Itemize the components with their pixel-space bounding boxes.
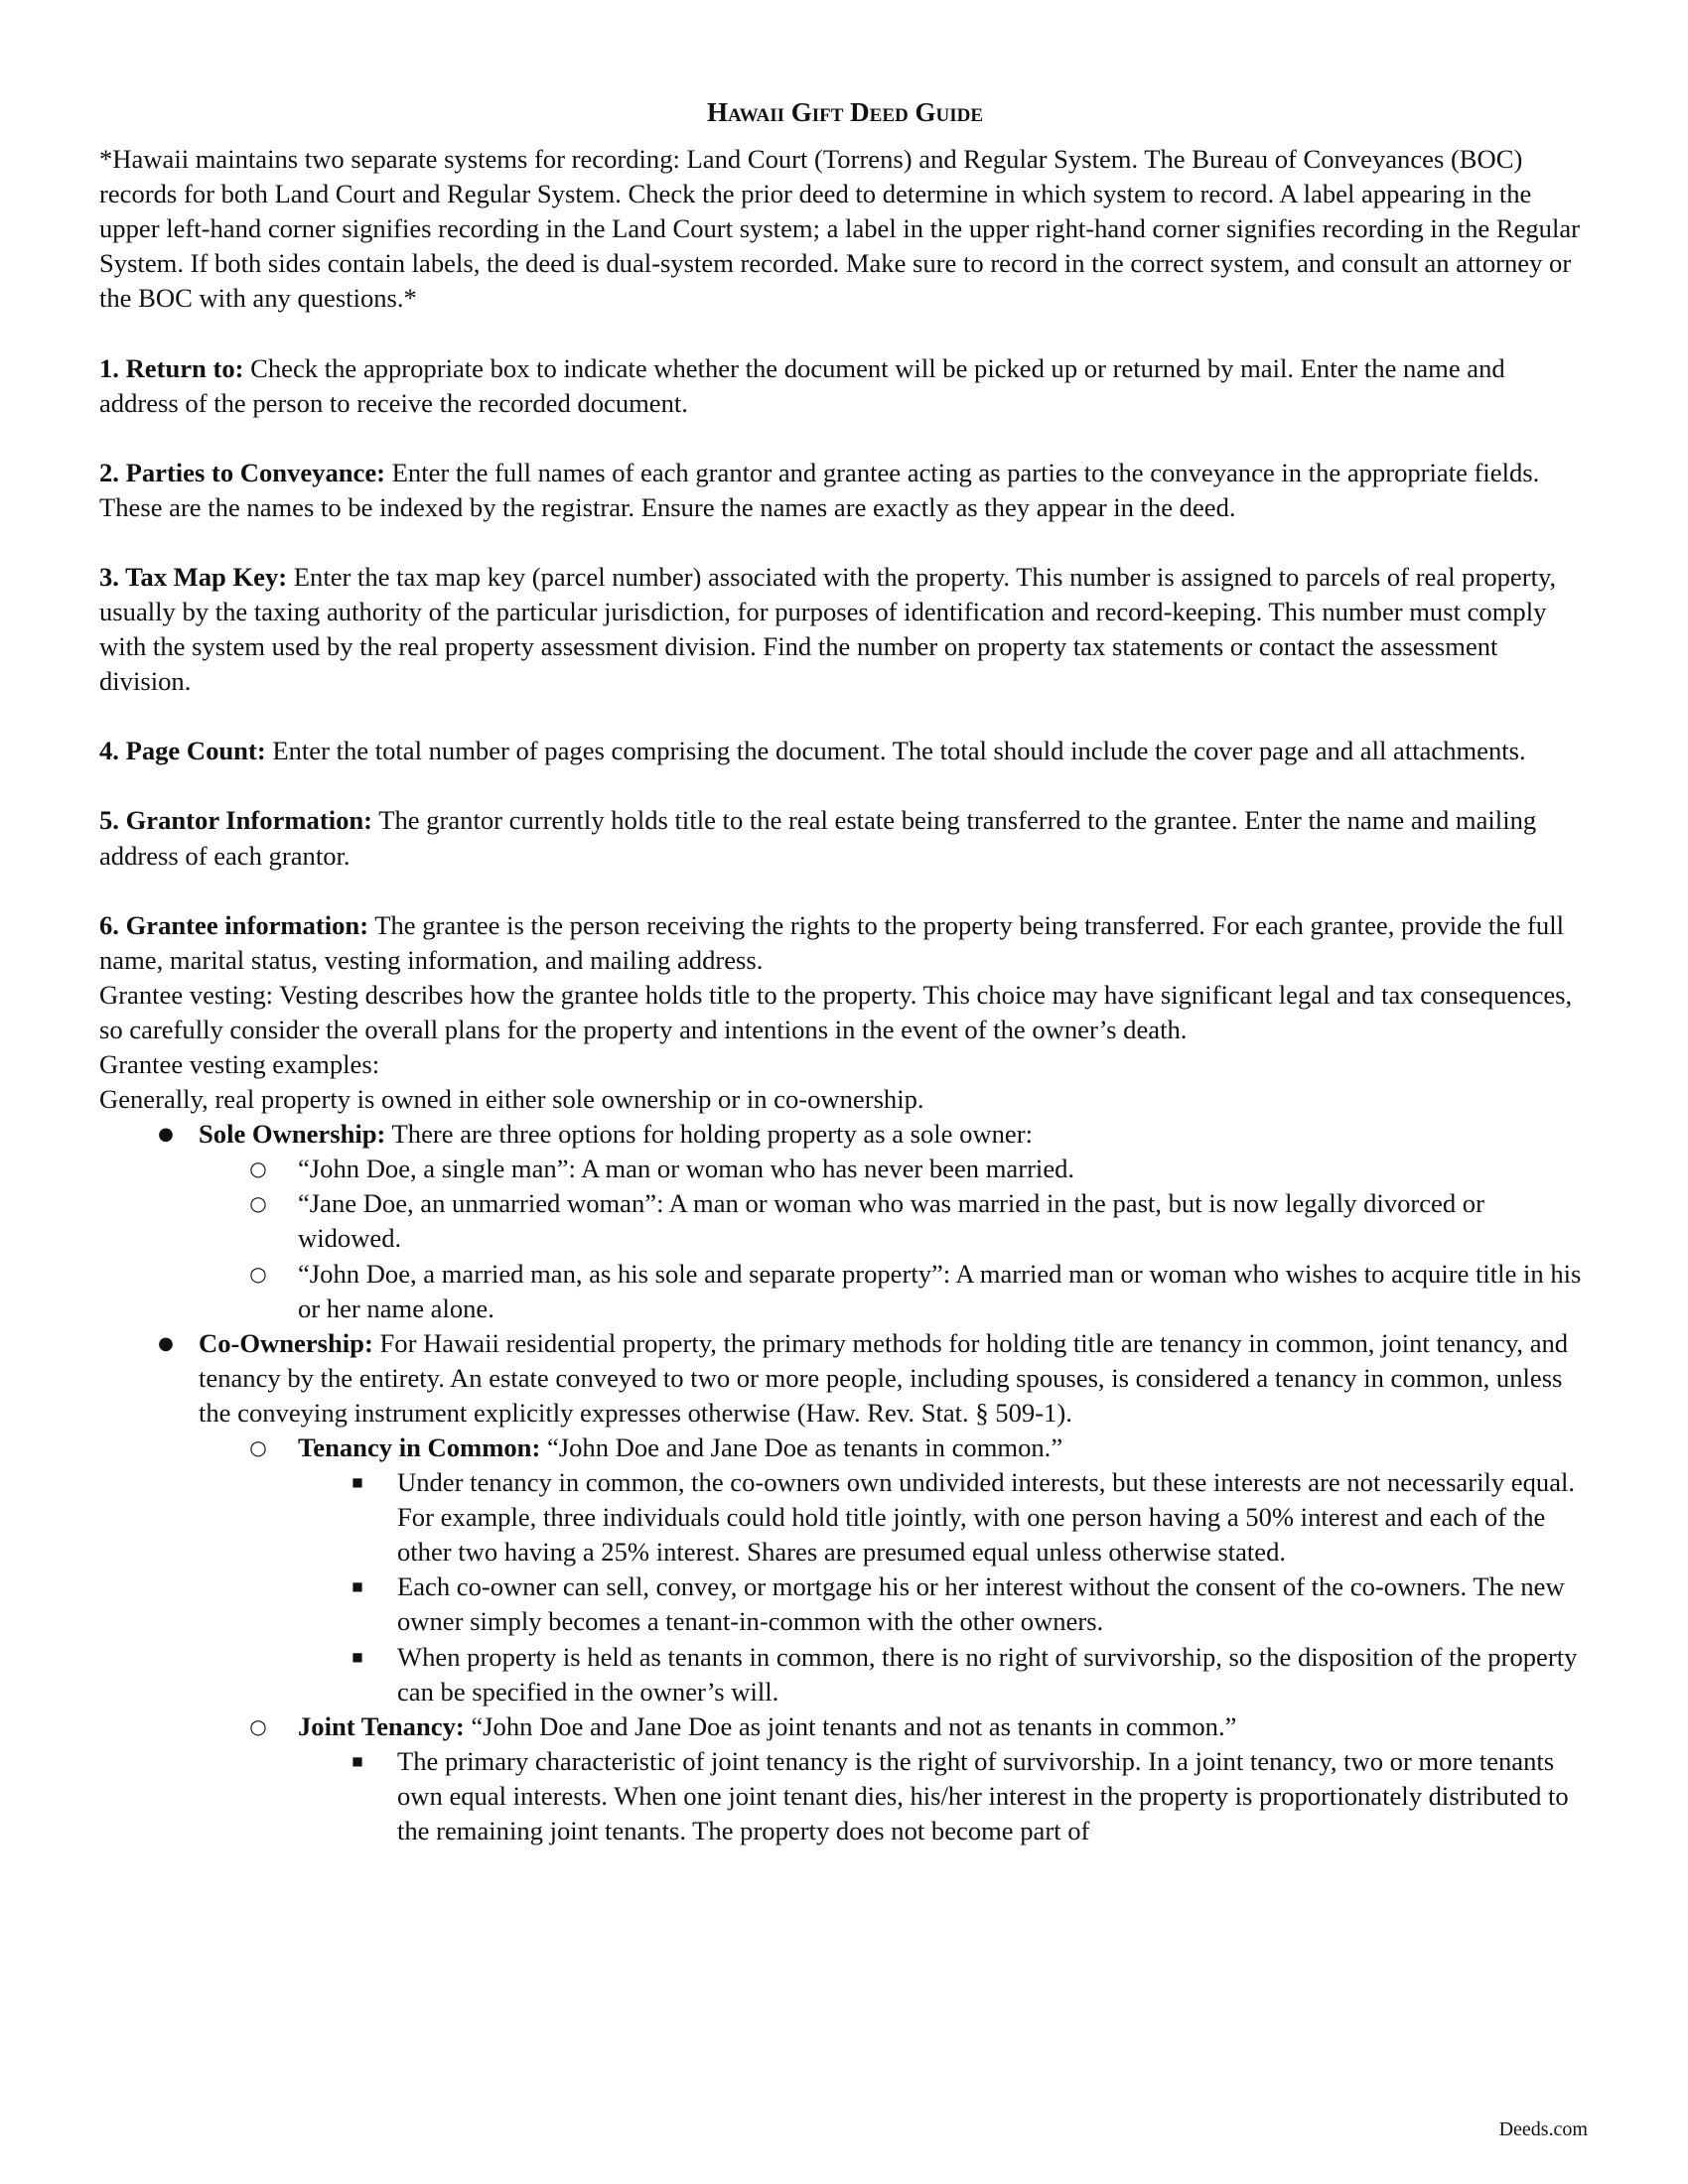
vesting-paragraph: Grantee vesting: Vesting describes how the grantee holds title to the property. This choice may have significant legal and tax consequences, so carefully consider the overall plans for the property and intentions in the event of the owner’s death. — [99, 979, 1573, 1044]
section-tax-map-key — [99, 560, 1591, 699]
vesting-examples-heading: Grantee vesting examples: — [99, 1048, 380, 1079]
section-label: 4. Page Count: — [99, 736, 266, 766]
list-item: ■ When property is held as tenants in common, there is no right of survivorship, so the disposition of the property can be specified in the owner’s will. — [99, 1640, 1591, 1709]
item-text: For Hawaii residential property, the primary methods for holding title are tenancy in common, joint tenancy, and tenancy by the entirety. An estate conveyed to two or more people, including spouses, is considered a tenancy in common, unless the conveying instrument explicitly expresses otherwise (Haw. Rev. Stat. § 509-1). — [199, 1327, 1569, 1428]
square-bullet-icon: ■ — [352, 1475, 363, 1490]
list-item: ○ “John Doe, a married man, as his sole and separate property”: A married man or woman who wishes to acquire title in his or her name alone. — [249, 1258, 1582, 1323]
joint-tenancy-details — [298, 1744, 1591, 1848]
square-bullet-icon: ■ — [352, 1649, 363, 1664]
list-item: ■ Each co-owner can sell, convey, or mortgage his or her interest without the consent of the co-owners. The new owner simply becomes a tenant-in-common with the other owners. — [99, 1570, 1591, 1639]
square-bullet-icon: ■ — [352, 1579, 363, 1594]
list-item-joint-tenancy — [99, 1709, 1591, 1848]
sole-options-list — [199, 1152, 1591, 1325]
list-item-sole-ownership — [99, 1117, 1591, 1326]
section-text: Enter the full names of each grantor and grantee acting as parties to the conveyance in the appropriate fields. These are the names to be indexed by the registrar. Ensure the names are exactly as they appear in the deed. — [99, 457, 1540, 522]
section-label: 5. Grantor Information: — [99, 805, 373, 836]
section-text: Check the appropriate box to indicate whether the document will be picked up or returned by mail. Enter the name and address of the person to receive the recorded document. — [99, 352, 1505, 418]
section-label: 1. Return to: — [99, 352, 244, 383]
circle-bullet-icon: ○ — [249, 1261, 267, 1286]
section-page-count — [99, 734, 1591, 768]
ownership-list — [99, 1117, 1591, 1848]
footer-brand: Deeds.com — [1498, 2118, 1588, 2140]
item-label: Tenancy in Common: — [298, 1433, 541, 1462]
tenancy-in-common-details — [298, 1465, 1591, 1709]
circle-bullet-icon: ○ — [249, 1191, 267, 1216]
section-return-to — [99, 351, 1591, 421]
list-item-co-ownership — [99, 1326, 1591, 1848]
section-grantor — [99, 803, 1591, 873]
section-text: Enter the tax map key (parcel number) associated with the property. This number is assigned to parcels of real property, usually by the taxing authority of the particular jurisdiction, for purposes of identification and record-keeping. This number must comply with the system used by the real property assessment division. Find the number on property tax statements or contact the assessment division. — [99, 561, 1557, 697]
item-text: “John Doe and Jane Doe as joint tenants and not as tenants in common.” — [464, 1710, 1237, 1741]
list-item: ■ The primary characteristic of joint tenancy is the right of survivorship. In a joint tenancy, two or more tenants own equal interests. When one joint tenant dies, his/her interest in the property is proportionately distributed to the remaining joint tenants. The property does not become part of — [99, 1744, 1591, 1848]
section-grantee — [99, 908, 1591, 978]
circle-bullet-icon: ○ — [249, 1713, 267, 1738]
item-label: Joint Tenancy: — [298, 1710, 465, 1741]
section-text: The grantee is the person receiving the rights to the property being transferred. For each grantee, provide the full name, marital status, vesting information, and mailing address. — [99, 909, 1564, 975]
section-label: 3. Tax Map Key: — [99, 561, 288, 592]
vesting-general: Generally, real property is owned in either sole ownership or in co-ownership. — [99, 1084, 924, 1115]
list-item-tenancy-in-common — [99, 1431, 1591, 1709]
intro-paragraph: *Hawaii maintains two separate systems for recording: Land Court (Torrens) and Regular System. The Bureau of Conveyances (BOC) records for both Land Court and Regular System. Check the prior deed to determine in which system to record. A label appearing in the upper left-hand corner signifies recording in the Land Court system; a label in the upper right-hand corner signifies recording in the Regular System. If both sides contain labels, the deed is dual-system recorded. Make sure to record in the correct system, and consult an attorney or the BOC with any questions.* — [99, 144, 1581, 314]
section-text: Enter the total number of pages comprising the document. The total should include the cover page and all attachments. — [265, 736, 1526, 766]
item-text: There are three options for holding property as a sole owner: — [385, 1119, 1033, 1150]
page-title: Hawaii Gift Deed Guide — [706, 97, 984, 127]
section-label: 2. Parties to Conveyance: — [99, 457, 386, 487]
bullet-icon: ● — [158, 1124, 174, 1146]
square-bullet-icon: ■ — [352, 1753, 363, 1768]
bullet-icon: ● — [158, 1332, 174, 1354]
section-label: 6. Grantee information: — [99, 909, 369, 940]
circle-bullet-icon: ○ — [249, 1435, 267, 1459]
item-label: Sole Ownership: — [199, 1119, 386, 1150]
list-item: ○ “John Doe, a single man”: A man or woman who has never been married. — [99, 1152, 1591, 1186]
section-text: The grantor currently holds title to the real estate being transferred to the grantee. Enter the name and mailing address of each grantor. — [99, 805, 1537, 871]
item-label: Co-Ownership: — [199, 1327, 373, 1358]
document-page — [99, 95, 1591, 1848]
list-item: ○ “Jane Doe, an unmarried woman”: A man or woman who was married in the past, but is now legally divorced or widowed. — [249, 1188, 1484, 1254]
list-item: ■ Under tenancy in common, the co-owners own undivided interests, but these interests are not necessarily equal. For example, three individuals could hold title jointly, with one person having a 50% interest and each of the other two having a 25% interest. Shares are presumed equal unless otherwise stated. — [99, 1465, 1591, 1570]
item-text: “John Doe and Jane Doe as tenants in common.” — [540, 1433, 1063, 1462]
co-ownership-types-list — [199, 1431, 1591, 1848]
circle-bullet-icon: ○ — [249, 1157, 267, 1181]
section-parties — [99, 456, 1591, 525]
